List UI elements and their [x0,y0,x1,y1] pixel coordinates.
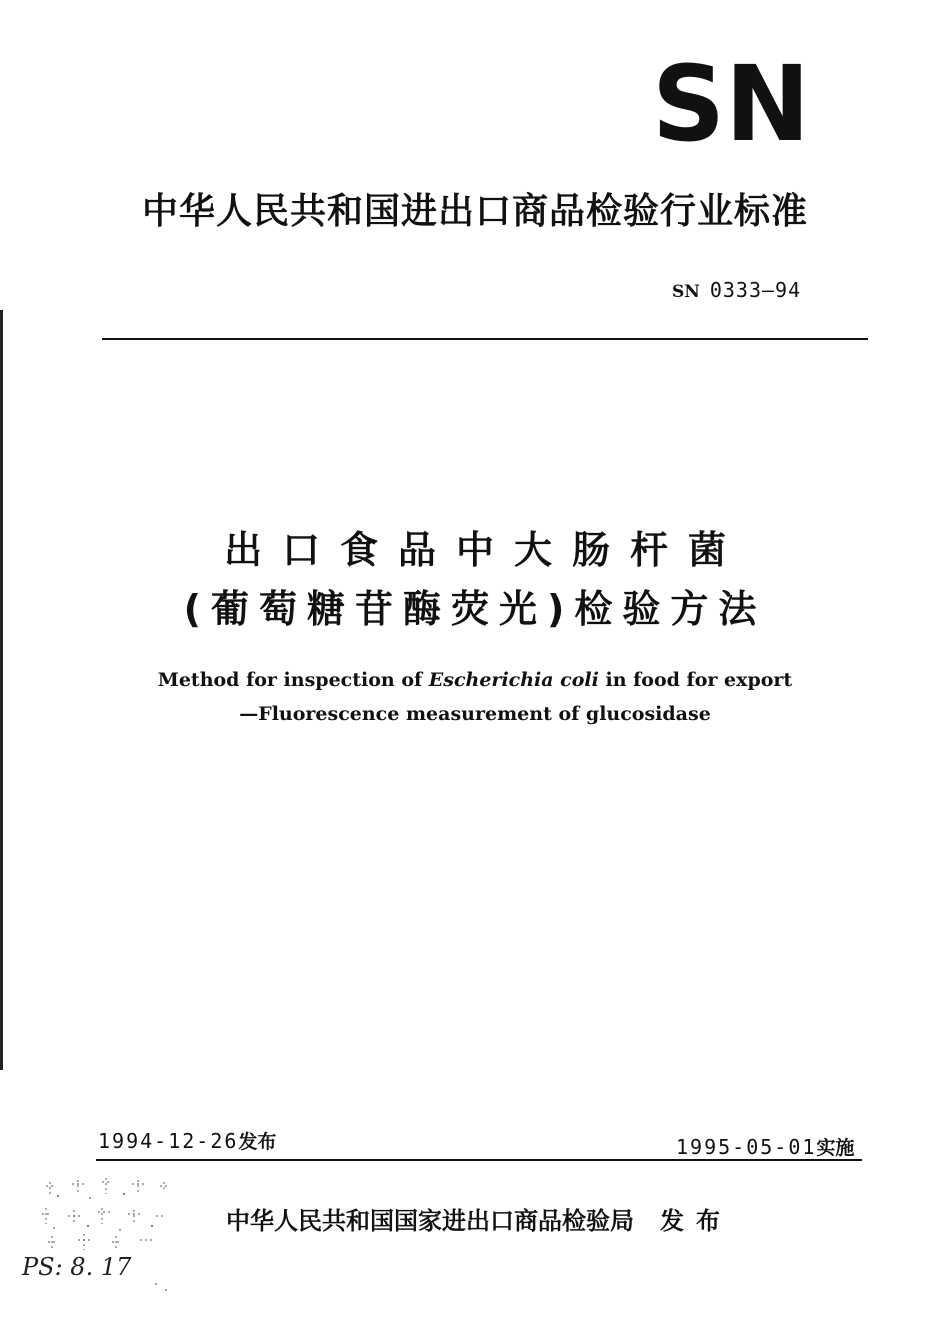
english-title-line-1 [0,666,950,694]
header-divider [102,338,868,340]
handwritten-annotation: PS: 8. 17 [22,1253,132,1281]
standard-organization-title: 中华人民共和国进出口商品检验行业标准 [141,191,808,232]
publisher [226,1204,732,1238]
issue-date [98,1127,276,1156]
chinese-title-line-2: (葡萄糖苷酶荧光)检验方法 [183,587,767,631]
footer-divider [96,1159,862,1161]
issue-date-value: 1994-12-26 [98,1129,239,1153]
english-title-line-2: —Fluorescence measurement of glucosidase [239,703,711,725]
library-stamp [28,1172,178,1302]
effective-date-value: 1995-05-01 [676,1135,817,1159]
sn-logo [652,56,812,148]
standard-code-number: 0333—94 [709,278,802,302]
chinese-title-line-1: 出口食品中大肠杆菌 [223,528,746,572]
english-title-part-2: in food for export [598,669,793,691]
sn-logo-text: SN [652,56,810,148]
publisher-name: 中华人民共和国国家进出口商品检验局 [226,1207,634,1235]
effective-date [676,1133,854,1162]
standard-code-prefix: SN [672,282,700,302]
effective-date-label: 实施 [816,1137,855,1159]
standard-code [672,277,801,305]
publisher-verb: 发布 [660,1207,732,1235]
english-title-organism: Escherichia coli [428,669,599,691]
issue-date-label: 发布 [238,1131,277,1153]
english-title-part-1: Method for inspection of [157,669,429,691]
